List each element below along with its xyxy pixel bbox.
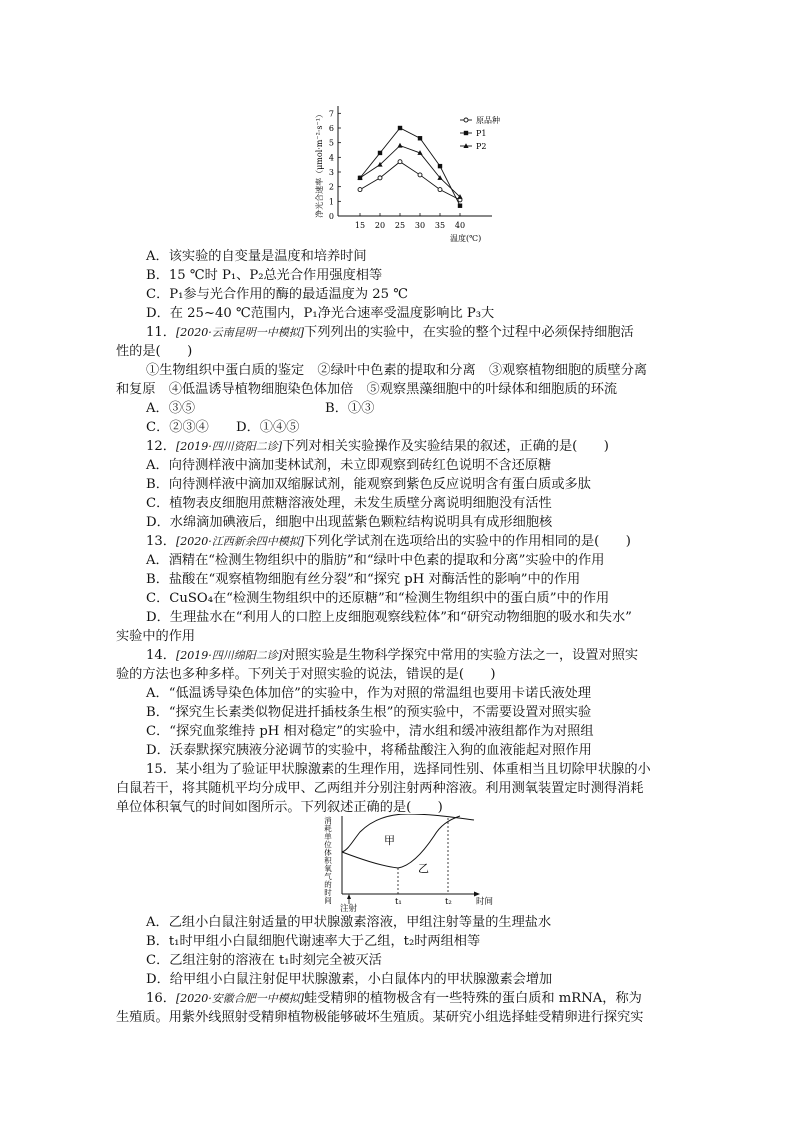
- q15-stem-line1: 15．某小组为了验证甲状腺激素的生理作用，选择同性别、体重相当且切除甲状腺的小: [146, 762, 651, 777]
- y-axis-label-char: 间: [324, 896, 332, 905]
- q13-option-a: A．酒精在“检测生物组织中的脂肪”和“绿叶中色素的提取和分离”实验中的作用: [146, 553, 605, 568]
- x-axis-arrow: [474, 892, 480, 897]
- q14-option-c: C．“探究血浆维持 pH 相对稳定”的实验中，清水组和缓冲液组都作为对照组: [146, 724, 594, 739]
- y-tick-label: 1: [328, 197, 334, 207]
- legend-label: P1: [476, 129, 487, 138]
- q10-option-c: C．P₁参与光合作用的酶的最适温度为 25 ℃: [146, 287, 408, 302]
- q14-option-a: A．“低温诱导染色体加倍”的实验中，作为对照的常温组也要用卡诺氏液处理: [146, 686, 592, 701]
- legend-marker-square: [464, 131, 468, 135]
- data-point-triangle: [397, 143, 402, 148]
- x-tick-label: 35: [434, 221, 446, 230]
- y-tick-label: 0: [328, 212, 334, 221]
- y-axis-label-char: 消: [324, 816, 332, 825]
- y-axis-label: 净光合速率（μmol·m⁻²·s⁻¹）: [315, 110, 324, 218]
- data-point-square: [418, 136, 422, 140]
- q10-option-d: D．在 25~40 ℃范围内，P₁净光合速率受温度影响比 P₃大: [146, 306, 495, 321]
- oxygen-time-chart: [318, 814, 498, 912]
- series-line-triangle: [360, 146, 460, 197]
- series-line-square: [360, 128, 460, 206]
- y-tick-label: 6: [328, 124, 334, 133]
- q15-option-a: A．乙组小白鼠注射适量的甲状腺激素溶液，甲组注射等量的生理盐水: [146, 915, 552, 930]
- x-tick-label: 20: [374, 221, 386, 230]
- data-point-square: [378, 151, 382, 155]
- x-tick-label: 40: [454, 221, 466, 230]
- series-yi-curve: [342, 816, 460, 868]
- data-point-square: [398, 126, 402, 130]
- y-tick-label: 7: [328, 109, 334, 119]
- legend-label: 原品种: [476, 116, 500, 125]
- y-tick-label: 5: [328, 138, 334, 148]
- y-axis-label-char: 气: [324, 872, 332, 881]
- y-axis-label-char: 氧: [324, 864, 332, 873]
- y-axis-label: [324, 815, 332, 905]
- data-point-square: [458, 204, 462, 208]
- legend-marker-circle: [464, 118, 468, 122]
- q11-stem-line1: 11．[2020·云南昆明一中模拟]下列列出的实验中，在实验的整个过程中必须保持细胞活: [146, 325, 634, 340]
- q12-stem: 12．[2019·四川资阳二诊]下列对相关实验操作及实验结果的叙述，正确的是( ): [146, 439, 609, 454]
- data-point-circle: [378, 176, 382, 180]
- t2-label: t₂: [445, 897, 452, 907]
- q11-option-b: B．①③: [325, 401, 375, 416]
- q14-option-b: B．“探究生长素类似物促进扦插枝条生根”的预实验中，不需要设置对照实验: [146, 705, 592, 720]
- legend-label: P2: [476, 142, 487, 151]
- q15-option-b: B．t₁时甲组小白鼠细胞代谢速率大于乙组，t₂时两组相等: [146, 934, 481, 949]
- q11-items-line1: ①生物组织中蛋白质的鉴定 ②绿叶中色素的提取和分离 ③观察植物细胞的质壁分离: [146, 363, 648, 378]
- y-tick-label: 4: [328, 153, 334, 163]
- q10-option-a: A．该实验的自变量是温度和培养时间: [146, 249, 367, 264]
- y-tick-label: 3: [328, 168, 334, 177]
- y-axis-label-char: 耗: [324, 824, 332, 833]
- q12-option-a: A．向待测样液中滴加斐林试剂，未立即观察到砖红色说明不含还原糖: [146, 458, 552, 473]
- x-axis-label: 时间: [476, 897, 494, 907]
- q12-option-d: D．水绵滴加碘液后，细胞中出现蓝紫色颗粒结构说明具有成形细胞核: [146, 515, 553, 530]
- q11-option-a: A．③⑤: [146, 401, 196, 416]
- t1-label: t₁: [395, 897, 402, 907]
- q15-stem-line2: 白鼠若干，将其随机平均分成甲、乙两组并分别注射两种溶液。利用测氧装置定时测得消耗: [116, 781, 644, 796]
- series-jia-label: 甲: [384, 834, 395, 847]
- q14-option-d: D．沃泰默探究胰液分泌调节的实验中，将稀盐酸注入狗的血液能起对照作用: [146, 743, 592, 758]
- q13-stem: 13．[2020·江西新余四中模拟]下列化学试剂在选项给出的实验中的作用相同的是( ): [146, 534, 631, 549]
- inject-arrow-head: [347, 894, 351, 899]
- q16-stem-line2: 生殖质。用紫外线照射受精卵植物极能够破坏生殖质。某研究小组选择蛙受精卵进行探究实: [116, 1010, 644, 1025]
- y-axis-label-char: 的: [324, 880, 332, 889]
- data-point-circle: [438, 188, 442, 192]
- q14-stem-line1: 14．[2019·四川绵阳二诊]对照实验是生物科学探究中常用的实验方法之一，设置对照实: [146, 648, 639, 663]
- y-tick-label: 2: [328, 182, 334, 192]
- q15-stem-line3: 单位体积氧气的时间如图所示。下列叙述正确的是( ): [116, 800, 443, 815]
- photosynthesis-chart: [300, 98, 510, 246]
- inject-label: 注射: [340, 904, 358, 912]
- data-point-circle: [418, 173, 422, 177]
- q12-option-b: B．向待测样液中滴加双缩脲试剂，能观察到紫色反应说明含有蛋白质或多肽: [146, 477, 591, 492]
- q16-stem-line1: 16．[2020·安徽合肥一中模拟]蛙受精卵的植物极含有一些特殊的蛋白质和 mRNA，称为: [146, 991, 642, 1006]
- q15-option-d: D．给甲组小白鼠注射促甲状腺激素，小白鼠体内的甲状腺激素会增加: [146, 972, 553, 987]
- q15-option-c: C．乙组注射的溶液在 t₁时刻完全被灭活: [146, 953, 382, 968]
- q11-option-c: C．②③④: [146, 420, 209, 435]
- data-point-circle: [358, 188, 362, 192]
- series-yi-label: 乙: [418, 862, 429, 875]
- y-axis-label-char: 积: [324, 856, 332, 865]
- data-point-square: [438, 164, 442, 168]
- q13-option-d-line1: D．生理盐水在“利用人的口腔上皮细胞观察线粒体”和“研究动物细胞的吸水和失水”: [146, 610, 632, 625]
- y-axis-label-char: 单: [324, 832, 332, 841]
- q12-option-c: C．植物表皮细胞用蔗糖溶液处理，未发生质壁分离说明细胞没有活性: [146, 496, 552, 511]
- x-tick-label: 15: [354, 221, 366, 230]
- q14-stem-line2: 验的方法也多种多样。下列关于对照实验的说法，错误的是( ): [116, 667, 496, 682]
- data-point-circle: [398, 160, 402, 164]
- q11-stem-line2: 性的是( ): [116, 344, 193, 359]
- y-axis-label-char: 时: [324, 888, 332, 897]
- series-jia-curve: [342, 814, 474, 852]
- x-tick-label: 30: [414, 221, 426, 230]
- q11-option-d: D．①④⑤: [236, 420, 300, 435]
- q13-option-d-line2: 实验中的作用: [116, 629, 196, 644]
- x-axis-label: 温度(℃): [450, 234, 482, 243]
- y-axis-label-char: 体: [324, 848, 332, 857]
- q13-option-b: B．盐酸在“观察植物细胞有丝分裂”和“探究 pH 对酶活性的影响”中的作用: [146, 572, 581, 587]
- y-axis-label-char: 位: [324, 840, 332, 849]
- q11-items-line2: 和复原 ④低温诱导植物细胞染色体加倍 ⑤观察黑藻细胞中的叶绿体和细胞质的环流: [116, 382, 618, 397]
- q10-option-b: B．15 ℃时 P₁、P₂总光合作用强度相等: [146, 268, 383, 283]
- x-tick-label: 25: [394, 221, 406, 230]
- q13-option-c: C．CuSO₄在“检测生物组织中的还原糖”和“检测生物组织中的蛋白质”中的作用: [146, 591, 610, 606]
